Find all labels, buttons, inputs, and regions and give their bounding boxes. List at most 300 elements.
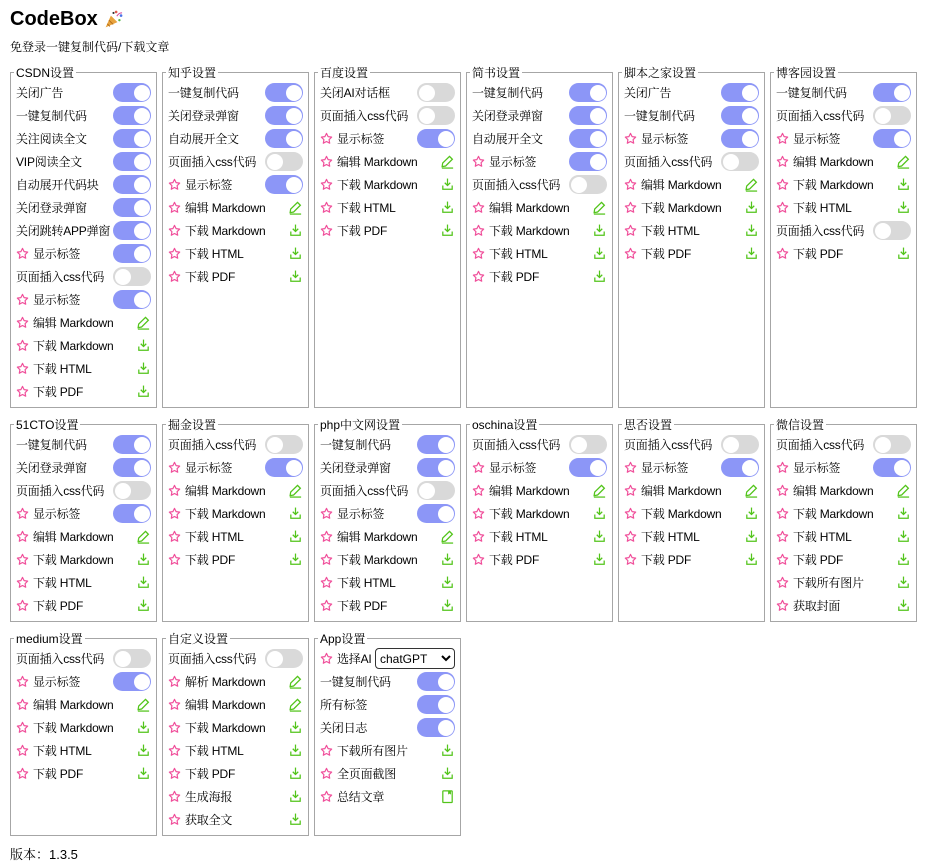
toggle-switch-on[interactable] (721, 458, 759, 477)
setting-row (168, 548, 303, 571)
pencil-icon[interactable] (288, 483, 303, 498)
setting-row (776, 571, 911, 594)
setting-label: 显示标签 (33, 247, 81, 261)
download-icon[interactable] (136, 361, 151, 376)
toggle-switch-on[interactable] (265, 175, 303, 194)
download-icon[interactable] (440, 598, 455, 613)
setting-control (721, 435, 759, 454)
setting-control (440, 200, 455, 215)
section-title: 简书设置 (472, 66, 521, 80)
setting-label-group (776, 597, 840, 614)
setting-control (288, 812, 303, 827)
setting-label-group (472, 436, 560, 453)
setting-label: 编辑 Markdown (185, 698, 266, 712)
download-icon[interactable] (288, 812, 303, 827)
setting-row (320, 219, 455, 242)
setting-control (744, 200, 759, 215)
section-title: php中文网设置 (320, 418, 401, 432)
download-icon[interactable] (896, 529, 911, 544)
download-icon[interactable] (136, 743, 151, 758)
pencil-icon[interactable] (136, 315, 151, 330)
setting-label-group (168, 222, 266, 239)
setting-control (113, 106, 151, 125)
setting-control (721, 458, 759, 477)
setting-row (776, 525, 911, 548)
setting-label: 下载 PDF (793, 247, 844, 261)
setting-control (569, 106, 607, 125)
toggle-switch-on[interactable] (113, 106, 151, 125)
download-icon[interactable] (592, 223, 607, 238)
setting-label-group (16, 153, 82, 170)
setting-row (16, 670, 151, 693)
toggle-switch-on[interactable] (113, 129, 151, 148)
section-csdn (10, 64, 157, 408)
download-icon[interactable] (744, 506, 759, 521)
download-icon[interactable] (136, 720, 151, 735)
pencil-icon[interactable] (744, 177, 759, 192)
setting-control (288, 246, 303, 261)
setting-row (320, 104, 455, 127)
section-title: 思否设置 (624, 418, 673, 432)
setting-label: 页面插入css代码 (472, 438, 561, 452)
setting-label: 下载所有图片 (793, 576, 864, 590)
setting-row (16, 173, 151, 196)
toggle-switch-off[interactable] (721, 152, 759, 171)
setting-control (440, 177, 455, 192)
toggle-switch-on[interactable] (113, 152, 151, 171)
toggle-knob (286, 460, 302, 476)
setting-control (136, 361, 151, 376)
download-icon[interactable] (288, 506, 303, 521)
setting-row (168, 150, 303, 173)
setting-control (136, 743, 151, 758)
setting-label-group (472, 528, 548, 545)
setting-label: 下载 PDF (641, 247, 692, 261)
download-icon[interactable] (592, 529, 607, 544)
setting-label: 下载 HTML (33, 362, 92, 376)
setting-label-group (624, 130, 688, 147)
section-row (10, 64, 917, 408)
setting-row (168, 456, 303, 479)
setting-control (592, 552, 607, 567)
setting-label: 显示标签 (337, 507, 385, 521)
toggle-knob (134, 131, 150, 147)
setting-row (776, 242, 911, 265)
star-icon (776, 155, 789, 168)
star-icon (168, 507, 181, 520)
toggle-switch-on[interactable] (113, 198, 151, 217)
toggle-switch-on[interactable] (417, 458, 455, 477)
setting-label-group (16, 130, 87, 147)
toggle-switch-off[interactable] (113, 267, 151, 286)
download-icon[interactable] (744, 552, 759, 567)
toggle-switch-on[interactable] (721, 129, 759, 148)
star-icon (168, 530, 181, 543)
toggle-switch-off[interactable] (873, 106, 911, 125)
setting-label: 一键复制代码 (320, 675, 391, 689)
toggle-switch-on[interactable] (569, 458, 607, 477)
toggle-switch-off[interactable] (569, 175, 607, 194)
section-title: App设置 (320, 632, 366, 646)
toggle-knob (875, 437, 891, 453)
toggle-knob (419, 108, 435, 124)
setting-control (136, 338, 151, 353)
pencil-icon[interactable] (288, 674, 303, 689)
download-icon[interactable] (592, 506, 607, 521)
setting-row (320, 670, 455, 693)
download-icon[interactable] (288, 529, 303, 544)
setting-label-group (16, 742, 92, 759)
setting-row (776, 173, 911, 196)
setting-label-group (472, 130, 543, 147)
setting-row (168, 173, 303, 196)
setting-row (320, 525, 455, 548)
download-icon[interactable] (440, 766, 455, 781)
setting-row (168, 785, 303, 808)
toggle-switch-off[interactable] (417, 106, 455, 125)
section-medium (10, 630, 157, 836)
download-icon[interactable] (136, 384, 151, 399)
setting-label: 编辑 Markdown (793, 155, 874, 169)
setting-label: 下载 PDF (489, 553, 540, 567)
download-icon[interactable] (440, 743, 455, 758)
setting-label-group (320, 696, 367, 713)
setting-label: 下载 HTML (793, 530, 852, 544)
setting-row (320, 173, 455, 196)
toggle-switch-on[interactable] (113, 504, 151, 523)
toggle-switch-off[interactable] (417, 481, 455, 500)
download-icon[interactable] (288, 789, 303, 804)
download-icon[interactable] (896, 246, 911, 261)
star-icon (16, 339, 29, 352)
setting-label-group (16, 291, 80, 308)
setting-label: 一键复制代码 (168, 86, 239, 100)
ai-select[interactable] (375, 648, 455, 669)
star-icon (168, 461, 181, 474)
star-icon (624, 484, 637, 497)
toggle-knob (438, 437, 454, 453)
star-icon (168, 553, 181, 566)
toggle-switch-on[interactable] (569, 129, 607, 148)
setting-label: 编辑 Markdown (33, 698, 114, 712)
download-icon[interactable] (896, 552, 911, 567)
setting-label: 下载 PDF (489, 270, 540, 284)
toggle-switch-on[interactable] (113, 244, 151, 263)
setting-control (440, 154, 455, 169)
pencil-icon[interactable] (136, 529, 151, 544)
toggle-switch-off[interactable] (265, 435, 303, 454)
setting-control (113, 198, 151, 217)
star-icon (320, 201, 333, 214)
setting-label-group (624, 482, 722, 499)
toggle-switch-on[interactable] (569, 152, 607, 171)
sections (10, 64, 917, 836)
toggle-knob (438, 131, 454, 147)
toggle-switch-on[interactable] (113, 83, 151, 102)
setting-label-group (624, 84, 671, 101)
setting-control (113, 152, 151, 171)
download-icon[interactable] (288, 246, 303, 261)
setting-control (136, 598, 151, 613)
setting-control (896, 529, 911, 544)
download-icon[interactable] (288, 269, 303, 284)
setting-label: 页面插入css代码 (624, 155, 713, 169)
star-icon (320, 224, 333, 237)
download-icon[interactable] (592, 246, 607, 261)
party-popper-icon (103, 9, 124, 30)
star-icon (472, 553, 485, 566)
setting-row (472, 219, 607, 242)
setting-label-group (16, 245, 80, 262)
setting-control (873, 458, 911, 477)
pencil-icon[interactable] (440, 529, 455, 544)
download-icon[interactable] (440, 223, 455, 238)
download-icon[interactable] (136, 766, 151, 781)
setting-control (288, 789, 303, 804)
setting-label: 关注阅读全文 (16, 132, 87, 146)
setting-label: 下载 Markdown (641, 201, 722, 215)
toggle-switch-on[interactable] (113, 672, 151, 691)
download-icon[interactable] (440, 552, 455, 567)
toggle-switch-on[interactable] (873, 83, 911, 102)
setting-label-group (320, 528, 418, 545)
setting-row (168, 525, 303, 548)
section-jb51 (618, 64, 765, 408)
download-icon[interactable] (592, 552, 607, 567)
setting-label: 页面插入css代码 (776, 224, 865, 238)
toggle-switch-off[interactable] (417, 83, 455, 102)
toggle-switch-off[interactable] (873, 435, 911, 454)
setting-label-group (16, 199, 87, 216)
setting-label-group (168, 84, 239, 101)
setting-label-group (320, 505, 384, 522)
download-icon[interactable] (896, 575, 911, 590)
setting-label: 关闭登录弹窗 (16, 461, 87, 475)
setting-label-group (16, 360, 92, 377)
setting-label: 页面插入css代码 (776, 109, 865, 123)
star-icon (472, 484, 485, 497)
setting-row (320, 196, 455, 219)
toggle-switch-on[interactable] (113, 175, 151, 194)
setting-label-group (472, 222, 570, 239)
setting-label: 下载 HTML (489, 247, 548, 261)
toggle-switch-on[interactable] (417, 129, 455, 148)
download-icon[interactable] (744, 246, 759, 261)
star-icon (776, 247, 789, 260)
download-icon[interactable] (288, 552, 303, 567)
toggle-switch-off[interactable] (569, 435, 607, 454)
page-title (10, 8, 917, 31)
setting-control (265, 106, 303, 125)
setting-label: 下载 HTML (185, 530, 244, 544)
toggle-knob (134, 200, 150, 216)
setting-control (592, 246, 607, 261)
download-icon[interactable] (440, 575, 455, 590)
toggle-switch-on[interactable] (417, 695, 455, 714)
setting-label: 下载 PDF (337, 599, 388, 613)
star-icon (624, 461, 637, 474)
setting-label: 下载 PDF (793, 553, 844, 567)
download-icon[interactable] (136, 338, 151, 353)
download-icon[interactable] (288, 743, 303, 758)
toggle-switch-on[interactable] (873, 458, 911, 477)
bookmark-icon[interactable] (440, 789, 455, 804)
setting-label-group (624, 199, 722, 216)
setting-label: 下载 PDF (33, 767, 84, 781)
setting-row (320, 762, 455, 785)
setting-control (288, 483, 303, 498)
download-icon[interactable] (136, 552, 151, 567)
setting-label-group (624, 436, 712, 453)
toggle-switch-on[interactable] (417, 504, 455, 523)
setting-label-group (16, 268, 104, 285)
setting-label: 编辑 Markdown (185, 484, 266, 498)
setting-label: 一键复制代码 (472, 86, 543, 100)
toggle-switch-off[interactable] (873, 221, 911, 240)
setting-row (472, 479, 607, 502)
download-icon[interactable] (136, 598, 151, 613)
pencil-icon[interactable] (440, 154, 455, 169)
setting-control (417, 83, 455, 102)
download-icon[interactable] (288, 223, 303, 238)
toggle-switch-on[interactable] (417, 718, 455, 737)
setting-label: 下载 PDF (185, 553, 236, 567)
setting-label-group (472, 245, 548, 262)
toggle-switch-on[interactable] (417, 672, 455, 691)
toggle-switch-on[interactable] (721, 106, 759, 125)
setting-row (16, 693, 151, 716)
download-icon[interactable] (896, 177, 911, 192)
toggle-switch-off[interactable] (721, 435, 759, 454)
toggle-knob (742, 460, 758, 476)
pencil-icon[interactable] (592, 483, 607, 498)
setting-row (320, 571, 455, 594)
star-icon (168, 744, 181, 757)
setting-row (320, 693, 455, 716)
download-icon[interactable] (136, 575, 151, 590)
star-icon (16, 293, 29, 306)
setting-label: 下载 HTML (185, 744, 244, 758)
setting-row (472, 150, 607, 173)
toggle-switch-off[interactable] (113, 481, 151, 500)
setting-label-group (776, 505, 874, 522)
setting-row (16, 288, 151, 311)
download-icon[interactable] (744, 529, 759, 544)
setting-control (592, 506, 607, 521)
setting-control (265, 83, 303, 102)
section-zhihu (162, 64, 309, 408)
toggle-switch-on[interactable] (265, 458, 303, 477)
toggle-switch-on[interactable] (265, 83, 303, 102)
setting-label: 一键复制代码 (776, 86, 847, 100)
toggle-switch-on[interactable] (265, 106, 303, 125)
download-icon[interactable] (896, 506, 911, 521)
download-icon[interactable] (288, 766, 303, 781)
setting-label: 自动展开全文 (168, 132, 239, 146)
toggle-switch-on[interactable] (569, 106, 607, 125)
download-icon[interactable] (896, 200, 911, 215)
setting-control (569, 129, 607, 148)
star-icon (320, 576, 333, 589)
toggle-switch-on[interactable] (873, 129, 911, 148)
toggle-switch-on[interactable] (113, 290, 151, 309)
download-icon[interactable] (744, 223, 759, 238)
setting-control (113, 504, 151, 523)
setting-label: 生成海报 (185, 790, 233, 804)
toggle-knob (267, 154, 283, 170)
setting-row (624, 502, 759, 525)
setting-row (16, 525, 151, 548)
download-icon[interactable] (288, 720, 303, 735)
toggle-knob (590, 154, 606, 170)
toggle-knob (742, 108, 758, 124)
setting-label: 页面插入css代码 (624, 438, 713, 452)
download-icon[interactable] (744, 200, 759, 215)
setting-label-group (472, 505, 570, 522)
toggle-knob (723, 154, 739, 170)
setting-label: VIP阅读全文 (16, 155, 82, 169)
toggle-switch-on[interactable] (113, 458, 151, 477)
setting-label: 编辑 Markdown (793, 484, 874, 498)
setting-row (776, 219, 911, 242)
setting-label: 下载 HTML (337, 201, 396, 215)
toggle-switch-off[interactable] (113, 649, 151, 668)
toggle-switch-on[interactable] (265, 129, 303, 148)
download-icon[interactable] (896, 598, 911, 613)
toggle-switch-off[interactable] (265, 152, 303, 171)
setting-label-group (16, 696, 114, 713)
setting-row (320, 433, 455, 456)
pencil-icon[interactable] (136, 697, 151, 712)
toggle-switch-off[interactable] (265, 649, 303, 668)
toggle-switch-on[interactable] (113, 221, 151, 240)
toggle-switch-on[interactable] (113, 435, 151, 454)
star-icon (16, 385, 29, 398)
star-icon (168, 201, 181, 214)
setting-label-group (16, 528, 114, 545)
toggle-switch-on[interactable] (569, 83, 607, 102)
pencil-icon[interactable] (896, 154, 911, 169)
pencil-icon[interactable] (896, 483, 911, 498)
star-icon (472, 247, 485, 260)
setting-control (721, 129, 759, 148)
setting-control (113, 481, 151, 500)
download-icon[interactable] (440, 177, 455, 192)
pencil-icon[interactable] (288, 200, 303, 215)
setting-label-group (168, 107, 239, 124)
pencil-icon[interactable] (744, 483, 759, 498)
setting-label-group (320, 84, 390, 101)
pencil-icon[interactable] (288, 697, 303, 712)
setting-label-group (16, 337, 114, 354)
pencil-icon[interactable] (592, 200, 607, 215)
download-icon[interactable] (440, 200, 455, 215)
setting-control (113, 83, 151, 102)
toggle-knob (419, 85, 435, 101)
setting-control (440, 743, 455, 758)
toggle-switch-on[interactable] (417, 435, 455, 454)
setting-row (320, 81, 455, 104)
toggle-knob (742, 131, 758, 147)
star-icon (16, 721, 29, 734)
star-icon (624, 132, 637, 145)
toggle-knob (286, 85, 302, 101)
setting-control (721, 106, 759, 125)
download-icon[interactable] (592, 269, 607, 284)
setting-label-group (776, 528, 852, 545)
toggle-switch-on[interactable] (721, 83, 759, 102)
setting-row (16, 594, 151, 617)
